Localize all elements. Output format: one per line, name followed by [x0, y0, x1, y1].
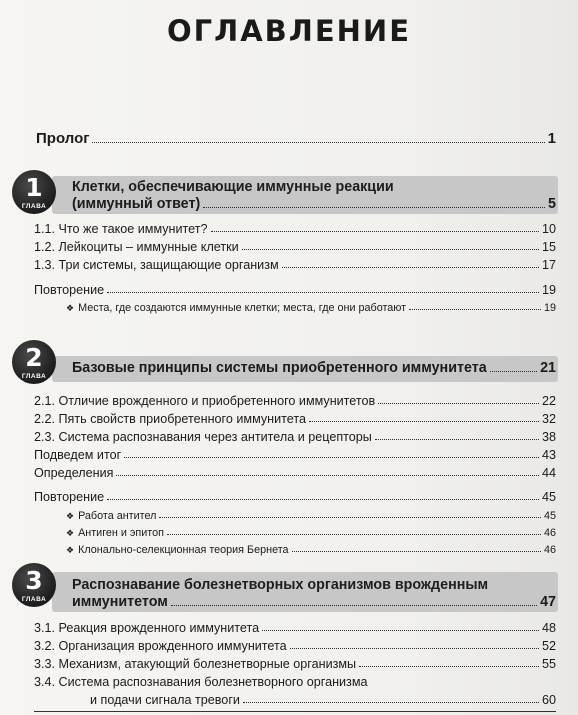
chapter-2-title-row[interactable]: [72, 360, 556, 376]
chapter-2-badge: [12, 340, 56, 384]
leader-dots: [490, 371, 537, 372]
entry-page: 10: [541, 222, 556, 236]
toc-entry[interactable]: [34, 657, 556, 671]
entry-page: 19: [543, 302, 556, 314]
entry-label: Повторение: [34, 490, 105, 504]
leader-dots: [290, 648, 539, 649]
entry-page: 15: [541, 240, 556, 254]
entry-page: 45: [543, 510, 556, 522]
entry-label: Места, где создаются иммунные клетки; места, где они работают: [78, 302, 407, 314]
divider-line: [34, 711, 556, 712]
entry-page: 19: [541, 283, 556, 297]
leader-dots: [309, 421, 539, 422]
chapter-number: 1: [25, 173, 43, 202]
entry-label: Антиген и эпитоп: [78, 527, 164, 539]
diamond-bullet-icon: ❖: [66, 545, 75, 555]
leader-dots: [107, 499, 539, 500]
entry-page: 1: [547, 130, 556, 147]
toc-subentry[interactable]: [66, 510, 556, 522]
chapter-number: 3: [25, 566, 43, 595]
toc-entry[interactable]: [34, 283, 556, 297]
toc-entry[interactable]: [34, 448, 556, 462]
entry-label: 1.1. Что же такое иммунитет?: [34, 222, 208, 236]
entry-page: 17: [541, 258, 556, 272]
diamond-bullet-icon: ❖: [66, 528, 75, 538]
leader-dots: [243, 702, 539, 703]
entry-label: 1.2. Лейкоциты – иммунные клетки: [34, 240, 239, 254]
leader-dots: [359, 666, 539, 667]
chapter-title-line2: (иммунный ответ): [72, 196, 201, 212]
entry-label: 3.3. Механизм, атакующий болезнетворные организмы: [34, 657, 357, 671]
leader-dots: [375, 439, 539, 440]
entry-page: 60: [541, 693, 556, 707]
chapter-badge-label: ГЛАВА: [21, 203, 47, 210]
entry-page: 55: [541, 657, 556, 671]
entry-label: и подачи сигнала тревоги: [90, 693, 240, 707]
entry-label: Подведем итог: [34, 448, 122, 462]
chapter-1-title-row[interactable]: [72, 196, 556, 212]
leader-dots: [107, 292, 539, 293]
toc-subentry[interactable]: [66, 527, 556, 539]
chapter-3-title: Распознавание болезнетворных организмов врожденным: [72, 577, 489, 593]
chapter-1-title: Клетки, обеспечивающие иммунные реакции: [72, 179, 394, 195]
leader-dots: [378, 403, 539, 404]
leader-dots: [211, 231, 539, 232]
page-title: ОГЛАВЛЕНИЕ: [166, 14, 411, 48]
entry-label: 3.4. Система распознавания болезнетворного организма: [34, 675, 368, 689]
entry-label: Пролог: [36, 130, 90, 147]
entry-page: 52: [541, 639, 556, 653]
leader-dots: [171, 605, 537, 606]
chapter-number: 2: [25, 343, 43, 372]
toc-entry[interactable]: [34, 675, 556, 689]
toc-subentry[interactable]: [66, 544, 556, 556]
toc-entry[interactable]: [34, 394, 556, 408]
chapter-badge-label: ГЛАВА: [21, 596, 47, 603]
entry-page: 46: [543, 544, 556, 556]
toc-subentry[interactable]: [66, 302, 556, 314]
chapter-3-title-row[interactable]: [72, 594, 556, 610]
entry-page: 48: [541, 621, 556, 635]
entry-label: 3.2. Организация врожденного иммунитета: [34, 639, 287, 653]
toc-entry[interactable]: [34, 621, 556, 635]
entry-label: 1.3. Три системы, защищающие организм: [34, 258, 279, 272]
toc-entry[interactable]: [34, 240, 556, 254]
chapter-title-line2: иммунитетом: [72, 594, 168, 610]
toc-entry[interactable]: [34, 258, 556, 272]
leader-dots: [282, 267, 539, 268]
toc-entry[interactable]: [34, 412, 556, 426]
leader-dots: [124, 457, 539, 458]
leader-dots: [159, 517, 541, 518]
leader-dots: [242, 249, 539, 250]
chapter-page: 5: [548, 196, 556, 212]
leader-dots: [409, 309, 541, 310]
entry-page: 32: [541, 412, 556, 426]
leader-dots: [203, 207, 545, 208]
chapter-page: 47: [540, 594, 556, 610]
chapter-page: 21: [540, 360, 556, 376]
toc-entry-continued[interactable]: [90, 693, 556, 707]
entry-label: 2.3. Система распознавания через антитела и рецепторы: [34, 430, 372, 444]
toc-entry[interactable]: [34, 639, 556, 653]
leader-dots: [116, 475, 539, 476]
leader-dots: [262, 630, 539, 631]
entry-page: 46: [543, 527, 556, 539]
entry-label: Повторение: [34, 283, 105, 297]
leader-dots: [292, 551, 541, 552]
entry-page: 44: [541, 466, 556, 480]
entry-label: 2.2. Пять свойств приобретенного иммунитета: [34, 412, 306, 426]
toc-entry[interactable]: [34, 490, 556, 504]
entry-label: Клонально-селекционная теория Бернета: [78, 544, 289, 556]
leader-dots: [167, 534, 541, 535]
diamond-bullet-icon: ❖: [66, 303, 75, 313]
toc-entry-prolog[interactable]: [36, 130, 556, 147]
chapter-3-badge: [12, 563, 56, 607]
entry-label: 2.1. Отличие врожденного и приобретенного иммунитетов: [34, 394, 376, 408]
toc-entry[interactable]: [34, 466, 556, 480]
entry-label: Определения: [34, 466, 114, 480]
chapter-badge-label: ГЛАВА: [21, 373, 47, 380]
toc-entry[interactable]: [34, 430, 556, 444]
toc-entry[interactable]: [34, 222, 556, 236]
chapter-title: Базовые принципы системы приобретенного иммунитета: [72, 360, 487, 376]
chapter-1-badge: [12, 170, 56, 214]
entry-page: 22: [541, 394, 556, 408]
entry-label: 3.1. Реакция врожденного иммунитета: [34, 621, 260, 635]
entry-page: 38: [541, 430, 556, 444]
entry-label: Работа антител: [78, 510, 157, 522]
entry-page: 43: [541, 448, 556, 462]
entry-page: 45: [541, 490, 556, 504]
leader-dots: [92, 142, 544, 143]
diamond-bullet-icon: ❖: [66, 511, 75, 521]
